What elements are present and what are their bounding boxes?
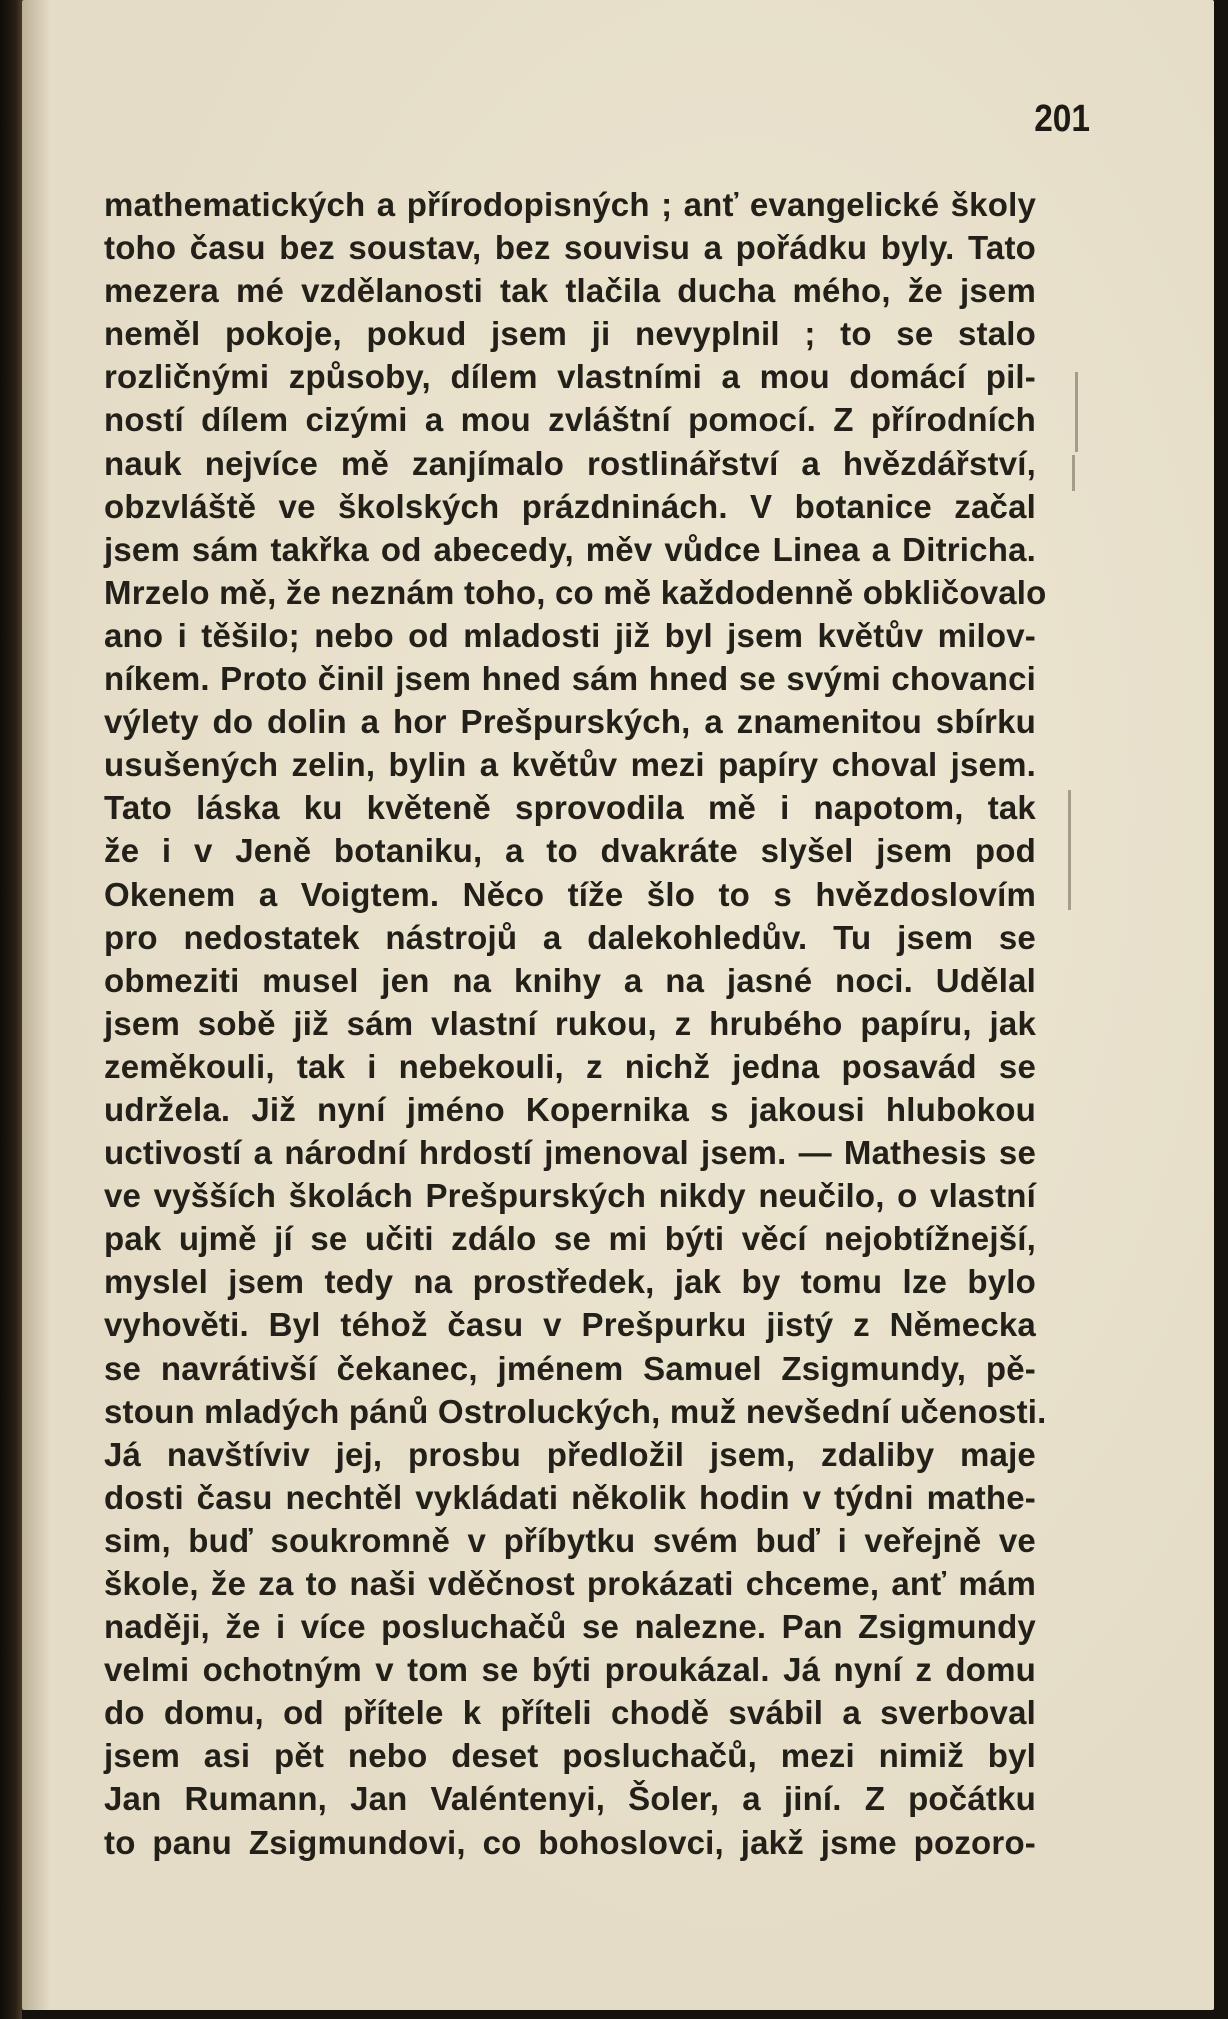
text-line: udržela. Již nyní jméno Kopernika s jakousi hlubokou bbox=[104, 1090, 1036, 1128]
text-line: obzvláště ve školských prázdninách. V botanice začal bbox=[104, 487, 1036, 525]
text-line: nauk nejvíce mě zanjímalo rostlinářství a hvězdářství, bbox=[104, 444, 1036, 482]
text-line: neměl pokoje, pokud jsem ji nevyplnil ; to se stalo bbox=[104, 315, 1036, 353]
text-line: jsem asi pět nebo deset posluchačů, mezi nimiž byl bbox=[104, 1737, 1036, 1775]
text-line: naději, že i více posluchačů se nalezne. Pan Zsigmundy bbox=[104, 1608, 1036, 1646]
text-line: rozličnými způsoby, dílem vlastními a mou domácí pil- bbox=[104, 358, 1036, 396]
text-line: škole, že za to naši vděčnost prokázati chceme, anť mám bbox=[104, 1565, 1036, 1602]
book-binding-edge bbox=[0, 0, 22, 2019]
text-line: Mrzelo mě, že neznám toho, co mě každodenně obkličovalo bbox=[104, 573, 1047, 611]
margin-pencil-mark bbox=[1075, 372, 1078, 452]
text-line: ností dílem cizými a mou zvláštní pomocí. Z přírodních bbox=[104, 401, 1036, 439]
text-line: dosti času nechtěl vykládati několik hodin v týdni mathe- bbox=[104, 1478, 1036, 1516]
margin-pencil-mark bbox=[1068, 790, 1071, 910]
text-line: usušených zelin, bylin a květův mezi papíry choval jsem. bbox=[104, 746, 1036, 784]
text-line: pak ujmě jí se učiti zdálo se mi býti věcí nejobtížnejší, bbox=[104, 1220, 1036, 1258]
text-line: pro nedostatek nástrojů a dalekohledův. Tu jsem se bbox=[104, 918, 1036, 956]
text-line: ano i těšilo; nebo od mladosti již byl jsem květův milov- bbox=[104, 616, 1036, 654]
text-line: do domu, od přítele k příteli chodě svábil a sverboval bbox=[104, 1694, 1036, 1732]
text-line: obmeziti musel jen na knihy a na jasné noci. Udělal bbox=[104, 961, 1036, 999]
text-line: zeměkouli, tak i nebekouli, z nichž jedna posavád se bbox=[104, 1047, 1036, 1085]
text-line: sim, buď soukromně v příbytku svém buď i veřejně ve bbox=[104, 1521, 1036, 1559]
text-line: vyhověti. Byl téhož času v Prešpurku jistý z Německa bbox=[104, 1306, 1036, 1344]
text-line: výlety do dolin a hor Prešpurských, a znamenitou sbírku bbox=[104, 703, 1036, 741]
text-line: Já navštíviv jej, prosbu předložil jsem, zdaliby maje bbox=[104, 1435, 1036, 1473]
text-line: toho času bez soustav, bez souvisu a pořádku byly. Tato bbox=[104, 229, 1036, 267]
text-line: myslel jsem tedy na prostředek, jak by tomu lze bylo bbox=[104, 1263, 1036, 1301]
text-line: mezera mé vzdělanosti tak tlačila ducha mého, že jsem bbox=[104, 272, 1036, 310]
text-line: níkem. Proto činil jsem hned sám hned se svými chovanci bbox=[104, 660, 1036, 698]
text-line: jsem sám takřka od abecedy, měv vůdce Linea a Ditricha. bbox=[104, 530, 1036, 568]
text-line: mathematických a přírodopisných ; anť evangelické školy bbox=[104, 186, 1036, 223]
page-number: 201 bbox=[1034, 98, 1090, 140]
text-line: že i v Jeně botaniku, a to dvakráte slyšel jsem pod bbox=[104, 832, 1036, 870]
text-line: stoun mladých pánů Ostroluckých, muž nevšední učenosti. bbox=[104, 1392, 1047, 1430]
text-line: ve vyšších školách Prešpurských nikdy neučilo, o vlastní bbox=[104, 1177, 1036, 1215]
text-line: Okenem a Voigtem. Něco tíže šlo to s hvězdoslovím bbox=[104, 875, 1036, 913]
margin-pencil-mark bbox=[1072, 455, 1075, 491]
text-line: jsem sobě již sám vlastní rukou, z hrubého papíru, jak bbox=[104, 1004, 1036, 1042]
text-line: se navrátivší čekanec, jménem Samuel Zsigmundy, pě- bbox=[104, 1349, 1036, 1387]
text-line: to panu Zsigmundovi, co bohoslovci, jakž jsme pozoro- bbox=[104, 1823, 1036, 1861]
text-line: Tato láska ku květeně sprovodila mě i napotom, tak bbox=[104, 789, 1036, 827]
text-line: Jan Rumann, Jan Valéntenyi, Šoler, a jiní. Z počátku bbox=[104, 1780, 1036, 1818]
page-text-body bbox=[104, 183, 1047, 1864]
text-line: velmi ochotným v tom se býti proukázal. Já nyní z domu bbox=[104, 1651, 1036, 1689]
text-line: uctivostí a národní hrdostí jmenoval jsem. — Mathesis se bbox=[104, 1134, 1036, 1172]
